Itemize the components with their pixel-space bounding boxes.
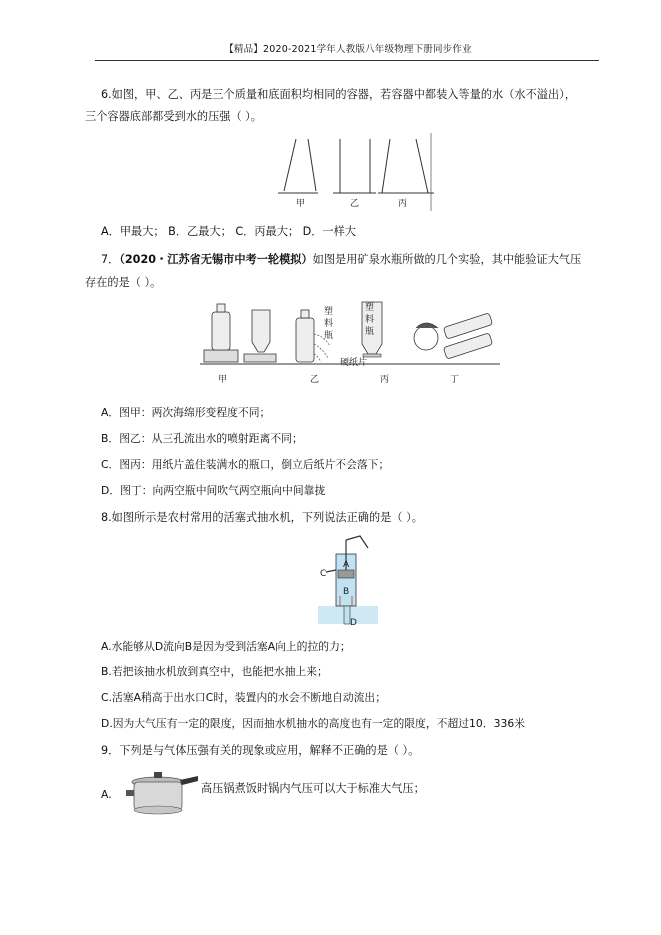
q9-line1: 9．下列是与气体压强有关的现象或应用，解释不正确的是（ ）。 [101,744,420,757]
q7-label-bing: 丙 [380,375,390,385]
q7-bottles-figure [200,298,500,388]
q8-option-c: C.活塞A稍高于出水口C时，装置内的水会不断地自动流出； [101,691,387,704]
page-header: 【精品】2020-2021学年人教版八年级物理下册同步作业 [224,44,472,55]
q9-pressure-cooker-image [124,768,200,818]
q7-line2: 存在的是（ ）。 [85,276,162,289]
q9-option-a-text: 高压锅煮饭时锅内气压可以大于标准大气压； [201,782,425,795]
svg-text:塑: 塑 [365,303,375,313]
q7-number: 7． [101,253,120,266]
q8-label-d: D [350,618,357,628]
q8-option-b: B.若把该抽水机放到真空中，也能把水抽上来； [101,665,328,678]
q9-cooker-handle [180,776,198,785]
q7-bottle-jia-2 [252,310,270,352]
svg-text:瓶: 瓶 [365,327,375,337]
q7-source: （2020・江苏省无锡市中考一轮模拟） [119,253,313,266]
q7-bottle-jia-1 [212,312,230,350]
q7-label-jia: 甲 [218,375,228,385]
q6-label-yi: 乙 [350,199,360,209]
q7-option-c: C．图丙：用纸片盖住装满水的瓶口，倒立后纸片不会落下； [101,458,390,471]
q7-option-d: D．图丁：向两空瓶中间吹气两空瓶向中间靠拢 [101,484,326,497]
q7-sponge-1 [204,350,238,362]
q7-option-a: A．图甲：两次海绵形变程度不同； [101,406,271,419]
q7-label-ding: 丁 [450,375,460,385]
svg-text:料: 料 [324,319,334,329]
q7-option-b: B．图乙：从三孔流出水的喷射距离不同； [101,432,303,445]
q8-option-a: A.水能够从D流向B是因为受到活塞A向上的拉的力； [101,640,351,653]
q7-annot-bottle-1-char: 塑 [324,307,334,317]
q6-containers-figure [278,133,438,213]
q7-bottle-yi [296,318,314,362]
q8-handle [346,536,368,548]
q6-label-jia: 甲 [296,199,306,209]
q7-card [363,354,381,357]
q6-line1: 6.如图，甲、乙、丙是三个质量和底面积均相同的容器，若容器中都装入等量的水（水不溢出）， [101,88,576,101]
q7-annot-card: 硬纸片 [340,358,368,368]
q8-label-a: A [343,560,350,570]
q6-label-bing: 丙 [398,199,408,209]
q8-piston [338,570,354,578]
q8-line1: 8.如图所示是农村常用的活塞式抽水机，下列说法正确的是（ ）。 [101,511,423,524]
q6-line2: 三个容器底部都受到水的压强（ ）。 [85,110,262,123]
header-divider [95,60,599,61]
q7-face [414,326,438,350]
svg-text:料: 料 [365,315,375,325]
q8-label-b: B [343,587,350,597]
q7-line1 [101,251,581,268]
q6-options: A．甲最大； B．乙最大； C．丙最大； D．一样大 [101,225,356,238]
q8-label-c: C [320,569,327,579]
q7-line1-text: 如图是用矿泉水瓶所做的几个实验，其中能验证大气压 [312,253,582,266]
q8-pump-figure [318,534,378,628]
q7-label-yi: 乙 [310,375,320,385]
q9-option-a-letter: A. [101,788,112,801]
svg-text:瓶: 瓶 [324,331,334,341]
q8-option-d: D.因为大气压有一定的限度，因而抽水机抽水的高度也有一定的限度，不超过10．336米 [101,717,525,730]
